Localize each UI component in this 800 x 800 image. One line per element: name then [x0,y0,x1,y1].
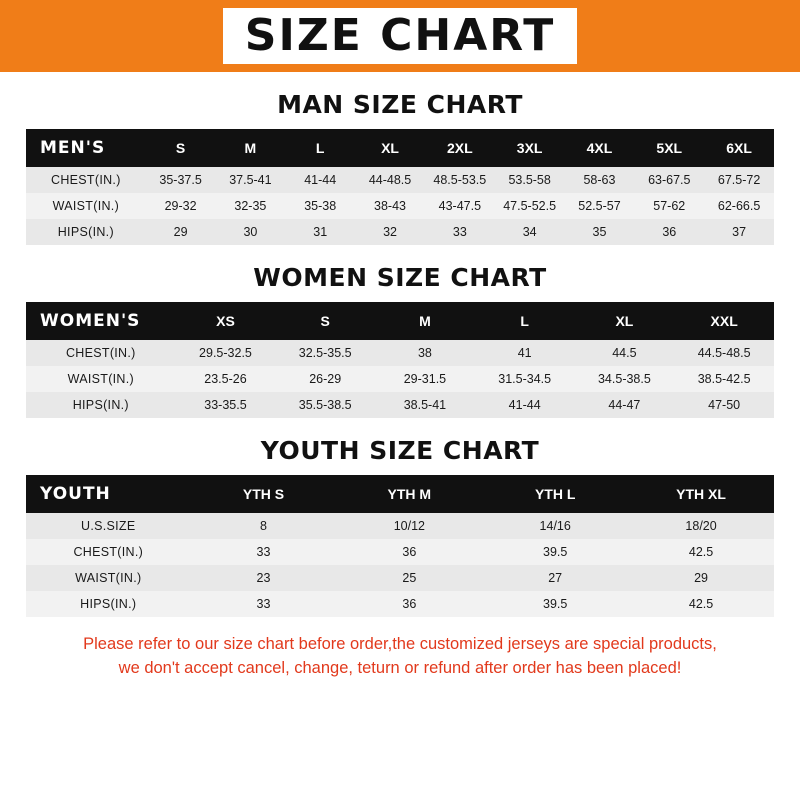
youth-table-body [26,513,774,617]
table-cell: 34 [522,225,537,239]
table-cell: 36 [402,597,417,611]
table-cell: 36 [402,545,417,559]
table-cell: 35-37.5 [159,173,202,187]
table-cell: 26-29 [309,372,342,386]
table-cell: 23.5-26 [204,372,247,386]
youth-row-label-waist: WAIST(IN.) [75,571,142,585]
table-cell: 37.5-41 [229,173,272,187]
table-cell: 67.5-72 [717,173,761,187]
table-cell: 58-63 [583,173,616,187]
table-cell: 29.5-32.5 [199,346,252,360]
table-cell: 33 [256,597,271,611]
table-cell: 47.5-52.5 [503,199,557,213]
table-cell: 8 [260,519,267,533]
table-cell: 63-67.5 [648,173,691,187]
table-cell: 29-31.5 [403,372,447,386]
men-row-header: MEN'S [26,129,146,167]
table-cell: 29 [694,571,709,585]
table-row [26,513,774,539]
men-col-6xl: 6XL [704,129,774,167]
table-cell: 35.5-38.5 [298,398,352,412]
section-title-women: WOMEN SIZE CHART [253,263,547,292]
table-row [26,193,774,219]
table-cell: 43-47.5 [438,199,482,213]
women-col-xs: XS [176,302,276,340]
women-col-xl: XL [575,302,675,340]
table-cell: 33 [256,545,271,559]
table-cell: 57-62 [653,199,686,213]
table-row [26,366,774,392]
table-header-row [26,302,774,340]
men-col-m: M [215,129,285,167]
table-cell: 48.5-53.5 [433,173,487,187]
table-cell: 23 [256,571,271,585]
women-row-label-waist: WAIST(IN.) [67,372,134,386]
youth-col-m: YTH M [336,475,482,513]
table-cell: 41-44 [304,173,337,187]
men-col-xl: XL [355,129,425,167]
men-col-4xl: 4XL [565,129,635,167]
table-cell: 44.5-48.5 [697,346,751,360]
table-row [26,565,774,591]
table-cell: 53.5-58 [508,173,551,187]
men-table-head [26,129,774,167]
table-cell: 27 [548,571,563,585]
section-title-men: MAN SIZE CHART [277,90,523,119]
men-row-label-hips: HIPS(IN.) [57,225,114,239]
men-col-s: S [146,129,216,167]
table-cell: 30 [243,225,258,239]
table-cell: 62-66.5 [717,199,761,213]
table-row [26,539,774,565]
table-cell: 42.5 [688,597,714,611]
men-size-table [26,129,774,245]
table-cell: 25 [402,571,417,585]
table-cell: 18/20 [685,519,717,533]
women-size-table [26,302,774,418]
table-cell: 14/16 [539,519,571,533]
table-cell: 33 [452,225,467,239]
youth-col-xl: YTH XL [628,475,774,513]
table-cell: 31.5-34.5 [498,372,552,386]
table-cell: 29 [173,225,188,239]
table-row [26,591,774,617]
women-row-label-hips: HIPS(IN.) [72,398,129,412]
men-col-3xl: 3XL [495,129,565,167]
table-cell: 32.5-35.5 [298,346,352,360]
table-cell: 41-44 [508,398,541,412]
table-cell: 37 [732,225,747,239]
table-cell: 34.5-38.5 [597,372,651,386]
table-row [26,340,774,366]
table-cell: 39.5 [543,545,568,559]
women-row-label-chest: CHEST(IN.) [65,346,136,360]
table-row [26,167,774,193]
youth-row-label-chest: CHEST(IN.) [73,545,144,559]
women-col-l: L [475,302,575,340]
table-cell: 38-43 [374,199,406,213]
table-cell: 44.5 [612,346,637,360]
table-cell: 33-35.5 [204,398,247,412]
women-table-body [26,340,774,418]
page-title: SIZE CHART [223,8,577,64]
women-col-xxl: XXL [674,302,774,340]
footer-note-line-1: Please refer to our size chart before order,the customized jerseys are special products, [83,635,717,653]
women-row-header: WOMEN'S [26,302,176,340]
table-row [26,392,774,418]
table-cell: 52.5-57 [578,199,621,213]
women-col-s: S [275,302,375,340]
youth-table-head [26,475,774,513]
table-cell: 38 [417,346,432,360]
table-cell: 38.5-41 [403,398,447,412]
header-band [0,0,800,72]
footer-note [26,633,774,681]
table-cell: 35 [592,225,607,239]
youth-row-header: YOUTH [26,475,191,513]
footer-note-line-2: we don't accept cancel, change, teturn or refund after order has been placed! [118,658,682,677]
men-row-label-waist: WAIST(IN.) [52,199,120,213]
table-cell: 35-38 [304,199,337,213]
table-cell: 32 [383,225,397,239]
men-row-label-chest: CHEST(IN.) [51,173,121,187]
youth-col-s: YTH S [191,475,337,513]
table-cell: 38.5-42.5 [697,372,751,386]
youth-size-table [26,475,774,617]
youth-row-label-ussize: U.S.SIZE [81,519,136,533]
men-col-l: L [285,129,355,167]
table-cell: 44-47 [608,398,641,412]
men-col-2xl: 2XL [425,129,495,167]
table-cell: 47-50 [708,398,741,412]
table-cell: 42.5 [688,545,714,559]
table-cell: 29-32 [164,199,197,213]
table-cell: 32-35 [234,199,267,213]
table-cell: 10/12 [393,519,425,533]
table-cell: 39.5 [543,597,568,611]
table-cell: 31 [313,225,328,239]
men-col-5xl: 5XL [634,129,704,167]
table-row [26,219,774,245]
youth-row-label-hips: HIPS(IN.) [80,597,137,611]
men-table-body [26,167,774,245]
table-cell: 36 [662,225,677,239]
women-col-m: M [375,302,475,340]
section-title-youth: YOUTH SIZE CHART [260,436,540,465]
table-cell: 44-48.5 [368,173,412,187]
table-cell: 41 [517,346,532,360]
table-header-row [26,475,774,513]
women-table-head [26,302,774,340]
content-area [0,90,800,681]
table-header-row [26,129,774,167]
youth-col-l: YTH L [482,475,628,513]
